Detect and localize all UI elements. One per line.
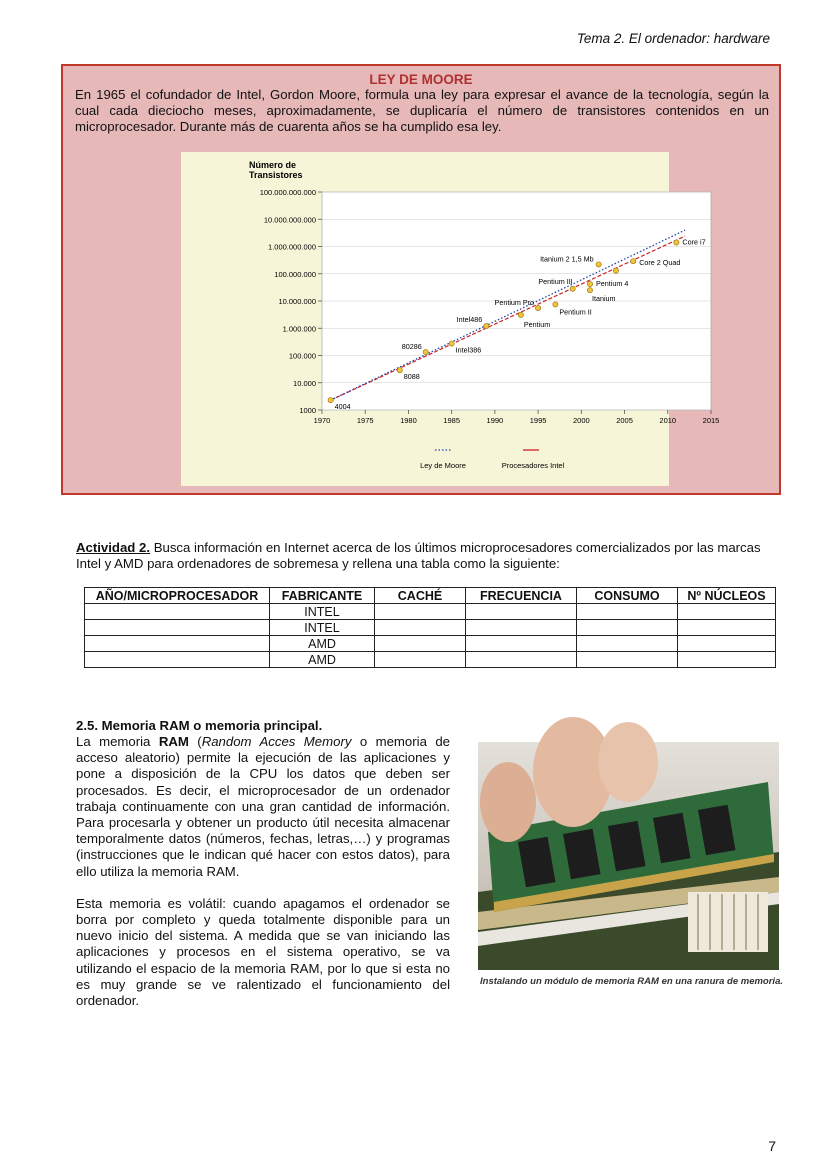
table-cell[interactable]	[85, 636, 270, 652]
data-point	[631, 259, 636, 264]
data-point	[423, 349, 428, 354]
data-label: 8088	[403, 372, 420, 382]
moore-text: En 1965 el cofundador de Intel, Gordon Moore, formula una ley para expresar el avance de la tecnología, según la cual cada dieciocho meses, aproximadamente, se duplicaría el número de transistores contenidos en un microprocesador. Durante más de cuarenta años se ha cumplido esa ley.	[75, 87, 769, 134]
table-cell[interactable]	[678, 636, 776, 652]
table-cell[interactable]	[466, 604, 577, 620]
table-cell[interactable]	[466, 636, 577, 652]
x-tick-label: 1985	[443, 416, 461, 425]
col-header: CACHÉ	[375, 588, 466, 604]
data-label: Pentium 4	[595, 279, 629, 289]
table-cell[interactable]	[577, 604, 678, 620]
col-header: FRECUENCIA	[466, 588, 577, 604]
activity-2: Actividad 2. Busca información en Internet acerca de los últimos microprocesadores comercializados por las marcas Intel y AMD para ordenadores de sobremesa y rellena una tabla como la siguiente:	[76, 540, 761, 571]
y-tick-label: 100.000	[288, 351, 316, 361]
table-cell[interactable]	[85, 604, 270, 620]
y-tick-label: 1.000.000.000	[268, 242, 316, 252]
data-label: Pentium III	[538, 276, 573, 286]
ram-section-title: 2.5. Memoria RAM o memoria principal.	[76, 718, 323, 733]
table-cell[interactable]	[375, 652, 466, 668]
legend-label: Procesadores Intel	[501, 461, 565, 470]
legend-label: Ley de Moore	[420, 461, 466, 470]
table-row	[85, 652, 776, 668]
data-point	[484, 323, 489, 328]
data-label: 4004	[334, 402, 351, 412]
x-tick-label: 1980	[400, 416, 417, 425]
y-tick-label: 10.000.000	[278, 297, 316, 306]
x-tick-label: 2010	[659, 416, 677, 425]
table-cell: INTEL	[270, 604, 375, 620]
y-tick-label: 10.000	[293, 378, 316, 388]
moore-title: LEY DE MOORE	[369, 72, 473, 87]
page-number: 7	[768, 1138, 776, 1154]
table-cell[interactable]	[375, 604, 466, 620]
table-cell: AMD	[270, 652, 375, 668]
data-point	[328, 398, 333, 403]
data-label: 80286	[401, 342, 422, 352]
table-cell[interactable]	[678, 604, 776, 620]
table-cell[interactable]	[466, 652, 577, 668]
y-axis-label: Número de	[249, 160, 297, 170]
y-tick-label: 1.000.000	[282, 324, 316, 334]
table-row	[85, 620, 776, 636]
col-header: CONSUMO	[577, 588, 678, 604]
col-header: AÑO/MICROPROCESADOR	[85, 588, 270, 604]
table-row	[85, 636, 776, 652]
table-cell[interactable]	[375, 636, 466, 652]
data-point	[587, 288, 592, 293]
x-tick-label: 2005	[616, 416, 633, 425]
ram-module-photo	[478, 742, 779, 970]
data-label: Pentium Pro	[494, 298, 535, 308]
activity-text: Busca información en Internet acerca de los últimos microprocesadores comercializados por las marcas Intel y AMD para ordenadores de sobremesa y rellena una tabla como la siguiente:	[76, 540, 761, 571]
table-row	[85, 604, 776, 620]
table-cell: INTEL	[270, 620, 375, 636]
data-point	[570, 286, 575, 291]
moore-chart-svg	[181, 152, 720, 486]
table-cell[interactable]	[466, 620, 577, 636]
x-tick-label: 1990	[486, 416, 504, 425]
table-cell: AMD	[270, 636, 375, 652]
y-axis-label: Transistores	[249, 170, 303, 180]
ram-paragraph-2: Esta memoria es volátil: cuando apagamos el ordenador se borra por completo y queda totalmente disponible para un nuevo inicio del sistema. A medida que se van iniciando las aplicaciones y procesos en el sistema operativo, se va utilizando el espacio de la memoria RAM, por lo que si esta no es muy grande se ve ralentizado el funcionamiento del ordenador.	[76, 895, 450, 1009]
data-label: Intel386	[455, 345, 482, 355]
x-tick-label: 1995	[529, 416, 547, 425]
data-label: Itanium 2 1,5 Mb	[540, 254, 594, 264]
data-label: Pentium	[523, 319, 551, 329]
data-label: Itanium	[591, 294, 616, 304]
y-tick-label: 10.000.000.000	[263, 215, 316, 225]
data-point	[613, 268, 618, 273]
ram-paragraph-1: La memoria RAM (Random Acces Memory o memoria de acceso aleatorio) permite la ejecución de las aplicaciones y pone a disposición de la CPU los datos que deben ser procesados. Es decir, el microprocesador de un ordenador trabaja continuamente con una gran cantidad de información. Para procesarla y obtener un producto útil necesita almacenar temporalmente datos (números, fechas, letras,…) y programas (instrucciones que le indican qué hacer con estos datos), para ello utiliza la memoria RAM.	[76, 734, 451, 879]
table-cell[interactable]	[577, 652, 678, 668]
data-point	[596, 262, 601, 267]
table-cell[interactable]	[375, 620, 466, 636]
data-point	[587, 281, 592, 286]
data-label: Intel486	[456, 315, 483, 325]
y-tick-label: 1000	[299, 406, 316, 415]
table-cell[interactable]	[577, 620, 678, 636]
data-point	[518, 312, 523, 317]
page-header: Tema 2. El ordenador: hardware	[576, 31, 770, 46]
data-point	[553, 302, 558, 307]
data-label: Core i7	[682, 237, 706, 247]
activity-table	[84, 587, 776, 668]
photo-caption: Instalando un módulo de memoria RAM en una ranura de memoria.	[480, 976, 783, 987]
y-tick-label: 100.000.000.000	[259, 188, 316, 197]
x-tick-label: 1970	[313, 416, 331, 425]
data-point	[449, 341, 454, 346]
col-header: Nº NÚCLEOS	[678, 588, 776, 604]
table-cell[interactable]	[85, 652, 270, 668]
table-cell[interactable]	[577, 636, 678, 652]
table-cell[interactable]	[678, 652, 776, 668]
x-tick-label: 2000	[572, 416, 590, 425]
table-header-row	[85, 588, 776, 604]
x-tick-label: 1975	[356, 416, 374, 425]
data-label: Core 2 Quad	[639, 258, 681, 268]
activity-label: Actividad 2	[76, 540, 147, 555]
data-point	[674, 240, 679, 245]
moore-law-box	[61, 64, 781, 495]
table-cell[interactable]	[678, 620, 776, 636]
ram-section-text	[76, 734, 450, 1025]
data-point	[397, 368, 402, 373]
col-header: FABRICANTE	[270, 588, 375, 604]
x-tick-label: 2015	[702, 416, 720, 425]
moore-chart	[181, 152, 720, 486]
y-tick-label: 100.000.000	[274, 269, 316, 279]
data-label: Pentium II	[559, 307, 592, 317]
data-point	[536, 305, 541, 310]
table-cell[interactable]	[85, 620, 270, 636]
